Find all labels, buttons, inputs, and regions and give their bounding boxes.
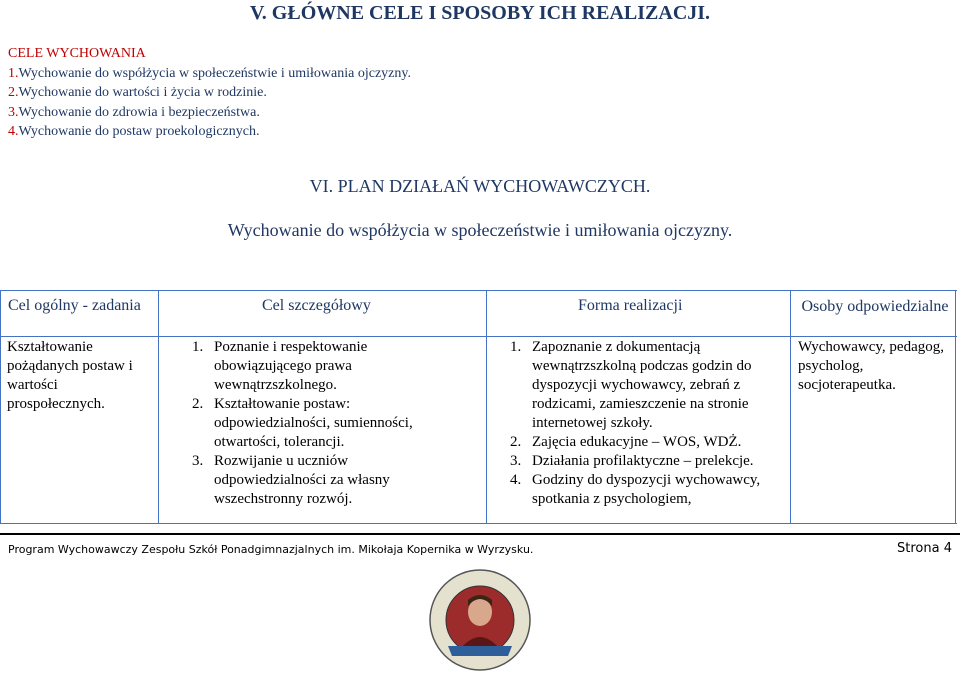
goal-item: 2.Wychowanie do wartości i życia w rodzinie. <box>8 85 267 100</box>
list-item: 1. Zapoznanie z dokumentacją wewnątrzszkolną podczas godzin do dyspozycji wychowawcy, zebrań z rodzicami, zamieszczenie na stronie internetowej szkoły. <box>510 339 752 431</box>
goal-item: 1.Wychowanie do współżycia w społeczeństwie i umiłowania ojczyzny. <box>8 65 411 81</box>
goals-list <box>8 44 411 142</box>
col-header-responsible: Osoby odpowiedzialne <box>801 298 949 315</box>
list-item: 2. Kształtowanie postaw: odpowiedzialności, sumienności, otwartości, tolerancji. <box>192 396 413 450</box>
goals-title: CELE WYCHOWANIA <box>8 46 146 61</box>
list-item: 4. Godziny do dyspozycji wychowawcy, spotkania z psychologiem, <box>510 472 761 507</box>
general-goal-cell: Kształtowanie pożądanych postaw i wartości prospołecznych. <box>7 339 133 412</box>
heading-main: V. GŁÓWNE CELE I SPOSOBY ICH REALIZACJI. <box>249 2 711 24</box>
forms-list <box>506 338 788 509</box>
specific-goals-list <box>188 338 458 509</box>
list-item: 2. Zajęcia edukacyjne – WOS, WDŻ. <box>510 434 742 450</box>
list-item: 1. Poznanie i respektowanie obowiązującego prawa wewnątrzszkolnego. <box>192 339 368 393</box>
col-header-forms: Forma realizacji <box>578 297 683 314</box>
list-item: 3. Działania profilaktyczne – prelekcje. <box>510 453 754 469</box>
responsible-cell: Wychowawcy, pedagog, psycholog, socjoterapeutka. <box>798 339 944 393</box>
list-item: 3. Rozwijanie u uczniów odpowiedzialności za własny wszechstronny rozwój. <box>192 453 390 507</box>
footer-divider <box>0 533 960 535</box>
goal-item: 4.Wychowanie do postaw proekologicznych. <box>8 124 260 139</box>
heading-section: Wychowanie do współżycia w społeczeństwie i umiłowania ojczyzny. <box>227 220 733 240</box>
school-logo-icon <box>428 568 532 672</box>
page-number: Strona 4 <box>897 541 952 556</box>
goal-item: 3.Wychowanie do zdrowia i bezpieczeństwa. <box>8 104 260 120</box>
col-header-general: Cel ogólny - zadania <box>8 297 141 314</box>
heading-plan: VI. PLAN DZIAŁAŃ WYCHOWAWCZYCH. <box>309 176 651 196</box>
footer-text: Program Wychowawczy Zespołu Szkół Ponadgimnazjalnych im. Mikołaja Kopernika w Wyrzysku. <box>8 543 534 556</box>
col-header-specific: Cel szczegółowy <box>262 297 371 314</box>
